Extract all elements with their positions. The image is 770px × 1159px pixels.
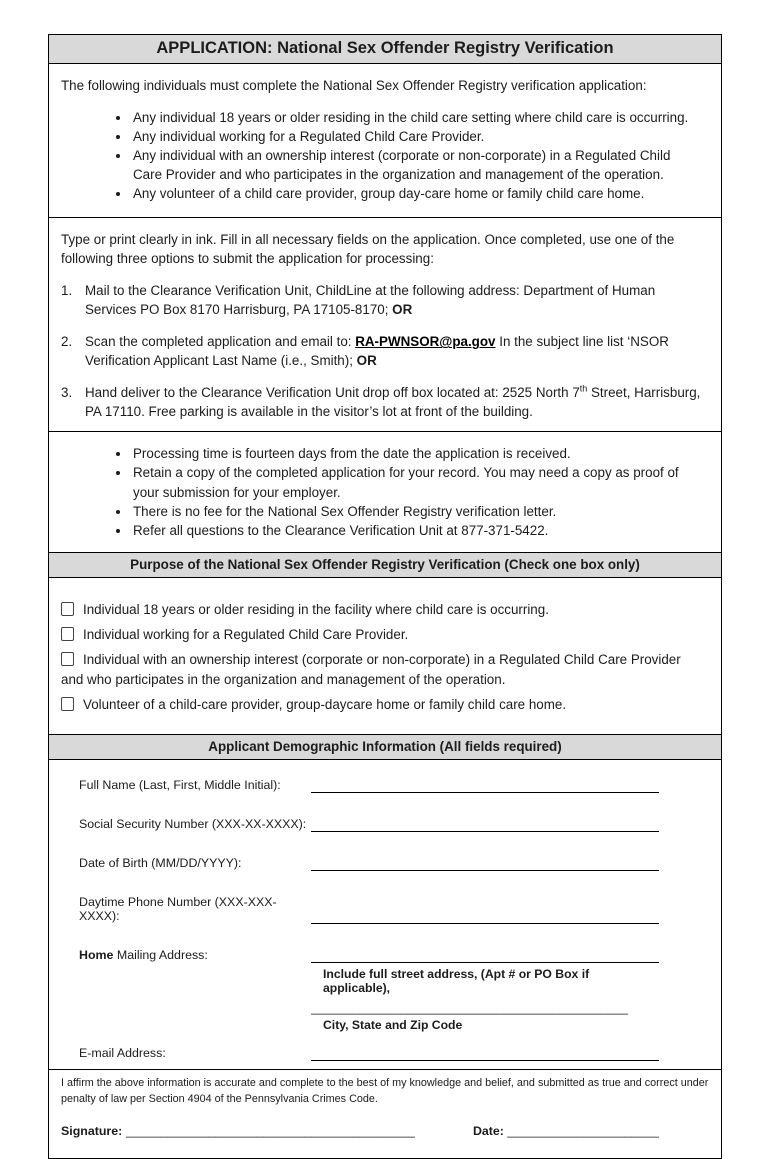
home-address-label: Home Mailing Address: xyxy=(79,948,208,963)
purpose-option-ownership xyxy=(61,650,701,690)
checkbox-label: Volunteer of a child-care provider, group-daycare home or family child care home. xyxy=(83,697,567,713)
demographics-section-header: Applicant Demographic Information (All fields required) xyxy=(49,735,721,760)
signature-label: Signature: xyxy=(61,1123,126,1138)
option-text: Scan the completed application and email to: RA-PWNSOR@pa.gov In the subject line list ‘NSOR Verification Applicant Last Name (i.e., Smith); OR xyxy=(85,334,669,369)
list-item: • Refer all questions to the Clearance Verification Unit at 877-371-5422. xyxy=(131,521,701,540)
home-address-sub xyxy=(311,967,659,1032)
city-state-zip-input-line[interactable]: ______________________________________________ xyxy=(311,1001,628,1016)
option-text: Mail to the Clearance Verification Unit, ChildLine at the following address: Department of Human Services PO Box 8170 Harrisburg, PA 17105-8170; OR xyxy=(85,283,656,318)
checkbox-label: Individual 18 years or older residing in the facility where child care is occurring. xyxy=(83,601,549,617)
field-dob xyxy=(79,856,659,871)
field-phone xyxy=(79,895,659,924)
submission-option-hand-deliver xyxy=(61,383,701,421)
page-title: APPLICATION: National Sex Offender Registry Verification xyxy=(156,39,614,57)
option-number: 1. xyxy=(61,283,73,299)
street-address-hint: Include full street address, (Apt # or PO Box if applicable), xyxy=(323,967,590,996)
full-name-input-line[interactable] xyxy=(311,778,659,793)
checkbox-ownership-interest[interactable] xyxy=(61,652,74,666)
list-item: • Any individual 18 years or older residing in the child care setting where child care is occurring. xyxy=(131,108,701,127)
phone-label: Daytime Phone Number (XXX-XXX-XXXX): xyxy=(79,895,277,924)
option-number: 3. xyxy=(61,385,73,401)
list-item: • Processing time is fourteen days from the date the application is received. xyxy=(131,444,701,463)
purpose-section xyxy=(49,578,721,736)
affirmation-statement: I affirm the above information is accurate and complete to the best of my knowledge and belief, and submitted as true and correct under penalty of law per Section 4904 of the Pennsylvania Crimes Code. xyxy=(61,1077,709,1106)
field-full-name xyxy=(79,778,659,793)
list-item: • Retain a copy of the completed application for your record. You may need a copy as proof of your submission for your employer. xyxy=(131,463,701,501)
checkbox-individual-working[interactable] xyxy=(61,627,74,641)
checkbox-individual-residing[interactable] xyxy=(61,602,74,616)
full-name-label: Full Name (Last, First, Middle Initial): xyxy=(79,778,281,793)
ssn-input-line[interactable] xyxy=(311,817,659,832)
home-address-input-line[interactable] xyxy=(311,948,659,963)
purpose-option-volunteer xyxy=(61,695,701,715)
phone-input-line[interactable] xyxy=(311,909,659,924)
or-emphasis: OR xyxy=(392,302,413,318)
email-link[interactable]: RA-PWNSOR@pa.gov xyxy=(355,334,496,350)
notes-section xyxy=(49,432,721,552)
city-state-zip-hint: City, State and Zip Code xyxy=(323,1018,463,1033)
submission-intro: Type or print clearly in ink. Fill in all necessary fields on the application. Once completed, use one of the following three options to submit the application for processing: xyxy=(61,232,675,267)
or-emphasis: OR xyxy=(356,353,377,369)
email-label: E-mail Address: xyxy=(79,1046,166,1061)
list-item: • There is no fee for the National Sex Offender Registry verification letter. xyxy=(131,502,701,521)
list-item: • Any volunteer of a child care provider, group day-care home or family child care home. xyxy=(131,184,701,203)
dob-input-line[interactable] xyxy=(311,856,659,871)
purpose-option-working xyxy=(61,625,701,645)
notes-list xyxy=(61,444,701,539)
checkbox-volunteer[interactable] xyxy=(61,697,74,711)
form-body xyxy=(48,64,722,1159)
ordinal-superscript: th xyxy=(579,383,588,394)
dob-label: Date of Birth (MM/DD/YYYY): xyxy=(79,856,242,871)
application-document-page xyxy=(48,34,722,1159)
option-number: 2. xyxy=(61,334,73,350)
checkbox-label: Individual with an ownership interest (corporate or non-corporate) in a Regulated Child Care Provider and who participates in the organization and management of the operation. xyxy=(61,651,681,687)
eligibility-intro: The following individuals must complete the National Sex Offender Registry verification application: xyxy=(61,78,647,93)
purpose-section-header: Purpose of the National Sex Offender Registry Verification (Check one box only) xyxy=(49,553,721,578)
signature-input-line[interactable]: __________________________________________ xyxy=(125,1123,416,1138)
form-title-bar xyxy=(48,34,722,64)
option-text: Hand deliver to the Clearance Verification Unit drop off box located at: 2525 North 7th Street, Harrisburg, PA 17110. Free parking is available in the visitor’s lot at front of the building. xyxy=(85,383,701,420)
checkbox-label: Individual working for a Regulated Child Care Provider. xyxy=(83,626,409,642)
field-home-address xyxy=(79,948,659,963)
date-input-line[interactable]: ______________________ xyxy=(507,1123,659,1138)
submission-section xyxy=(49,218,721,432)
signature-row xyxy=(49,1114,721,1158)
ssn-label: Social Security Number (XXX-XX-XXXX): xyxy=(79,817,307,832)
eligibility-section xyxy=(49,64,721,218)
list-item: • Any individual working for a Regulated Child Care Provider. xyxy=(131,127,701,146)
submission-option-mail xyxy=(61,281,701,319)
eligibility-list xyxy=(61,108,701,203)
submission-option-email xyxy=(61,332,701,370)
date-label: Date: xyxy=(472,1123,508,1138)
email-input-line[interactable] xyxy=(311,1046,659,1061)
list-item: • Any individual with an ownership interest (corporate or non-corporate) in a Regulated Child Care Provider and who participates in the organization and management of the operation. xyxy=(131,146,701,184)
purpose-option-residing xyxy=(61,600,701,620)
field-email xyxy=(79,1046,659,1061)
field-ssn xyxy=(79,817,659,832)
